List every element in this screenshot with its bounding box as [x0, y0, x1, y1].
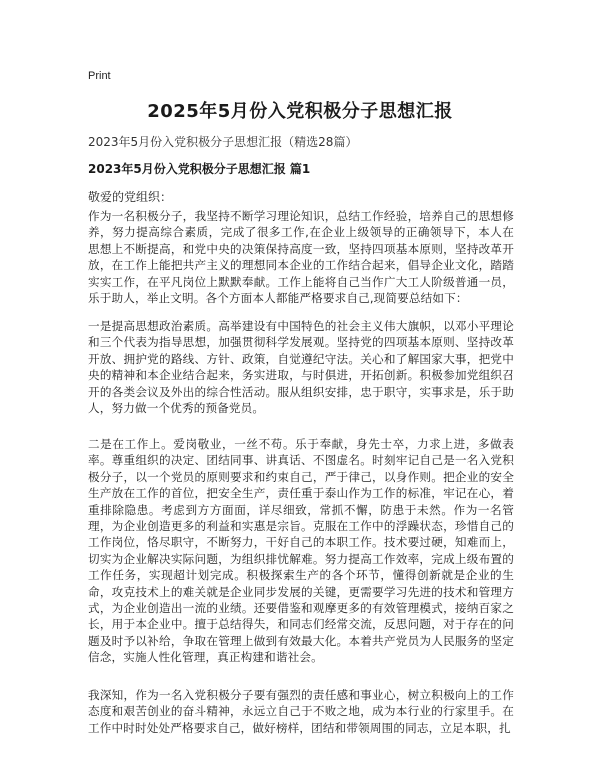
document-subtitle: 2023年5月份入党积极分子思想汇报（精选28篇）: [88, 135, 358, 149]
print-link[interactable]: Print: [88, 70, 111, 82]
body-paragraph-1: 作为一名积极分子，我坚持不断学习理论知识，总结工作经验，培养自己的思想修养，努力提高综合素质，完成了很多工作,在企业上级领导的正确领导下，本人在思想上不断提高，和党中央的决策保持高度一致，坚持四项基本原则，坚持改革开放，在工作上能把共产主义的理想同本企业的工作结合起来，倡导企业文化，踏踏实实工作，在平凡岗位上默默奉献。工作上能将自己当作广大工人阶级普通一员，乐于助人，举止文明。各个方面本人都能严格要求自己,现简要总结如下：: [88, 209, 514, 306]
page-title: 2025年5月份入党积极分子思想汇报: [147, 101, 453, 122]
salutation: 敬爱的党组织：: [88, 190, 173, 204]
body-paragraph-2: 一是提高思想政治素质。高举建设有中国特色的社会主义伟大旗帜，以邓小平理论和三个代表为指导思想，加强贯彻科学发展观。坚持党的四项基本原则、坚持改革开放、拥护党的路线、方针、政策，自觉遵纪守法。关心和了解国家大事，把党中央的精神和本企业结合起来，务实进取，与时俱进，开拓创新。积极参加党组织召开的各类会议及外出的综合性活动。服从组织安排，忠于职守，实事求是，乐于助人，努力做一个优秀的预备党员。: [88, 319, 514, 416]
body-paragraph-3: 二是在工作上。爱岗敬业，一丝不苟。乐于奉献，身先士卒，力求上进，多做表率。尊重组织的决定、团结同事、讲真话、不图虚名。时刻牢记自己是一名入党积极分子，以一个党员的原则要求和约束自己，严于律己，以身作则。把企业的安全生产放在工作的首位，把安全生产，责任重于泰山作为工作的标准，牢记在心，着重排除隐患。考虑到方方面面，详尽细致，常抓不懈，防患于未然。作为一名管理，为企业创造更多的利益和实惠是宗旨。克服在工作中的浮躁状态，珍惜自己的工作岗位，恪尽职守，不断努力，干好自己的本职工作。技术要过硬，知难而上，切实为企业解决实际问题，为组织排忧解难。努力提高工作效率，完成上级布置的工作任务，实现超计划完成。积极探索生产的各个环节，懂得创新就是企业的生命，攻克技术上的难关就是企业同步发展的关键，更需要学习先进的技术和管理方式，为企业创造出一流的业绩。还要借鉴和观摩更多的有效管理模式，接纳百家之长，用于本企业中。擅于总结得失，和同志们经常交流，反思问题，对于存在的问题及时予以补给，争取在管理上做到有效最大化。本着共产党员为人民服务的坚定信念，实施人性化管理，真正构建和谐社会。: [88, 437, 514, 665]
body-paragraph-4: 我深知，作为一名入党积极分子要有强烈的责任感和事业心，树立积极向上的工作态度和艰苦创业的奋斗精神，永远立自己于不败之地，成为本行业的行家里手。在工作中时时处处严格要求自己，做好榜样，团结和带领周围的同志，立足本职，扎: [88, 688, 514, 735]
section-heading: 2023年5月份入党积极分子思想汇报 篇1: [88, 162, 311, 176]
